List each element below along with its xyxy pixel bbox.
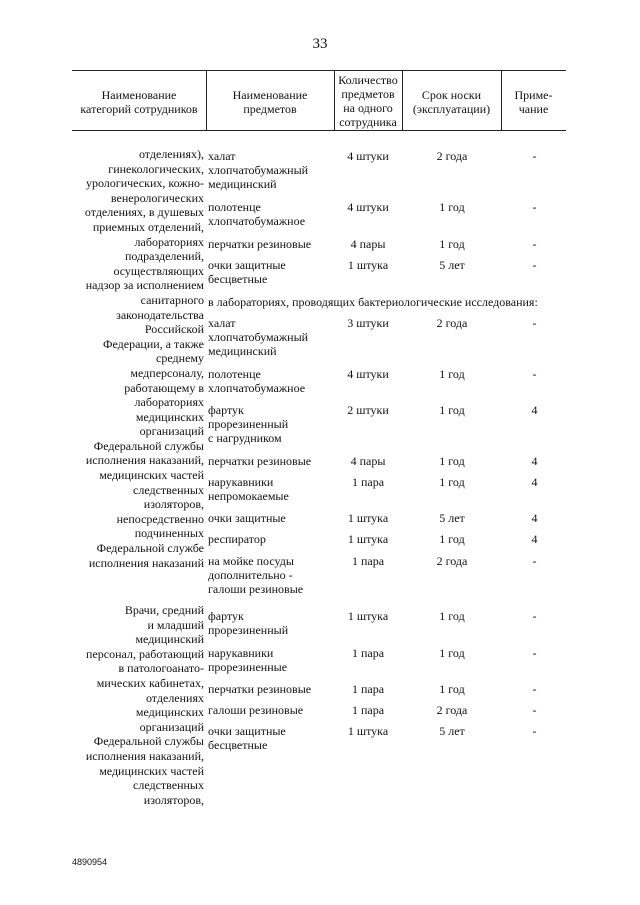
- header-category: Наименование категорий сотрудников: [80, 88, 198, 116]
- row-item: на мойке посуды дополнительно - галоши резиновые: [208, 554, 304, 596]
- row-quantity: 4 пары: [350, 454, 386, 468]
- table-header-bottom-rule: [72, 130, 566, 131]
- row-item: перчатки резиновые: [208, 682, 312, 696]
- row-term: 1 год: [439, 475, 465, 489]
- row-quantity: 1 пара: [351, 646, 385, 660]
- row-item: очки защитные: [208, 511, 286, 525]
- category-text: Врачи, средний и младший медицинский персонал, работающий в патологоанато- мических кабинетах, отделениях медицинских организаций Федеральной службы исполнения наказаний, медицинских частей следственных изоляторов,: [85, 603, 204, 807]
- row-term: 1 год: [439, 454, 465, 468]
- row-item: полотенце хлопчатобумажное: [208, 367, 306, 395]
- row-note: -: [532, 724, 537, 738]
- row-item: очки защитные бесцветные: [208, 724, 286, 752]
- row-note: -: [532, 646, 537, 660]
- row-quantity: 1 штука: [347, 609, 389, 623]
- row-quantity: 1 пара: [351, 554, 385, 568]
- header-quantity: Количество предметов на одного сотрудника: [338, 73, 398, 129]
- row-quantity: 1 штука: [347, 258, 389, 272]
- row-note: 4: [531, 532, 538, 546]
- row-quantity: 1 штука: [347, 532, 389, 546]
- row-term: 1 год: [439, 646, 465, 660]
- row-term: 1 год: [439, 532, 465, 546]
- row-note: -: [532, 554, 537, 568]
- table-top-rule: [72, 70, 566, 71]
- row-quantity: 4 штуки: [347, 200, 389, 214]
- page-number: 33: [312, 36, 328, 52]
- row-note: -: [532, 703, 537, 717]
- row-quantity: 4 штуки: [347, 149, 389, 163]
- row-quantity: 4 штуки: [347, 367, 389, 381]
- row-term: 1 год: [439, 237, 465, 251]
- row-item: фартук прорезиненный: [208, 609, 289, 637]
- row-term: 1 год: [439, 200, 465, 214]
- category-text: отделениях), гинекологических, урологических, кожно- венерологических отделениях, в душевых приемных отделений, лабораториях подразделений, осуществляющих надзор за исполнением санитарного законодательства Российской Федерации, а также среднему медперсоналу, работающему в лабораториях медицинских организаций Федеральной службы исполнения наказаний, медицинских частей следственных изоляторов, непосредственно подчиненных Федеральной службе исполнения наказаний: [84, 147, 204, 570]
- row-note: -: [532, 149, 537, 163]
- row-note: -: [532, 682, 537, 696]
- row-note: -: [532, 258, 537, 272]
- row-term: 1 год: [439, 609, 465, 623]
- row-note: 4: [531, 454, 538, 468]
- row-quantity: 1 штука: [347, 511, 389, 525]
- header-term: Срок носки (эксплуатации): [412, 88, 491, 116]
- row-term: 1 год: [439, 682, 465, 696]
- row-note: -: [532, 200, 537, 214]
- header-note: Приме- чание: [514, 88, 553, 116]
- row-item: фартук прорезиненный с нагрудником: [208, 403, 289, 445]
- row-item: нарукавники непромокаемые: [208, 475, 289, 503]
- row-note: -: [532, 609, 537, 623]
- row-quantity: 1 пара: [351, 682, 385, 696]
- row-term: 2 года: [436, 703, 468, 717]
- row-term: 5 лет: [439, 511, 465, 525]
- row-quantity: 2 штуки: [347, 403, 389, 417]
- row-item: полотенце хлопчатобумажное: [208, 200, 306, 228]
- row-item: халат хлопчатобумажный медицинский: [208, 149, 309, 191]
- header-item: Наименование предметов: [232, 88, 308, 116]
- row-note: 4: [531, 475, 538, 489]
- row-item: респиратор: [208, 532, 266, 546]
- row-item: очки защитные бесцветные: [208, 258, 286, 286]
- row-term: 2 года: [436, 554, 468, 568]
- row-item: перчатки резиновые: [208, 237, 312, 251]
- row-note: -: [532, 367, 537, 381]
- row-note: -: [532, 237, 537, 251]
- row-term: 5 лет: [439, 724, 465, 738]
- row-item: перчатки резиновые: [208, 454, 312, 468]
- row-term: 5 лет: [439, 258, 465, 272]
- row-note: 4: [531, 403, 538, 417]
- section-subheading: в лабораториях, проводящих бактериологические исследования:: [208, 295, 538, 309]
- row-item: халат хлопчатобумажный медицинский: [208, 316, 309, 358]
- row-note: 4: [531, 511, 538, 525]
- row-quantity: 4 пары: [350, 237, 386, 251]
- row-item: галоши резиновые: [208, 703, 304, 717]
- row-item: нарукавники прорезиненные: [208, 646, 288, 674]
- document-code: 4890954: [72, 857, 108, 867]
- row-quantity: 3 штуки: [347, 316, 389, 330]
- row-term: 1 год: [439, 367, 465, 381]
- row-note: -: [532, 316, 537, 330]
- row-term: 1 год: [439, 403, 465, 417]
- row-term: 2 года: [436, 149, 468, 163]
- row-quantity: 1 штука: [347, 724, 389, 738]
- row-quantity: 1 пара: [351, 703, 385, 717]
- row-term: 2 года: [436, 316, 468, 330]
- row-quantity: 1 пара: [351, 475, 385, 489]
